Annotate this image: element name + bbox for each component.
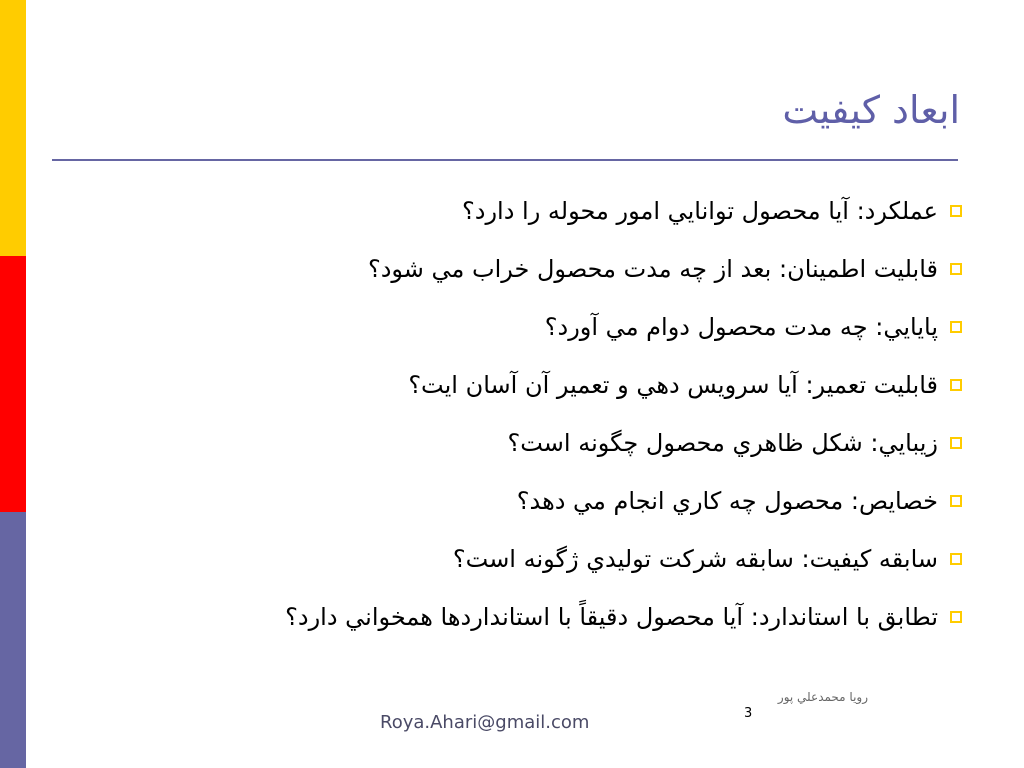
bullet-item [285,414,962,472]
square-bullet-icon [950,611,962,623]
square-bullet-icon [950,553,962,565]
footer-author: رويا محمدعلي پور [777,690,868,704]
side-bar-yellow [0,0,26,256]
bullet-item [285,588,962,646]
bullet-text: سابقه کيفيت: سابقه شرکت توليدي ژگونه است؟ [452,545,938,573]
bullet-item [285,298,962,356]
bullet-text: زيبايي: شکل ظاهري محصول چگونه است؟ [507,429,938,457]
square-bullet-icon [950,495,962,507]
square-bullet-icon [950,263,962,275]
slide-title: ابعاد کيفيت [782,88,960,132]
bullet-text: خصايص: محصول چه کاري انجام مي دهد؟ [516,487,938,515]
square-bullet-icon [950,321,962,333]
bullet-item [285,182,962,240]
bullet-text: قابليت تعمير: آيا سرويس دهي و تعمير آن آسان ايت؟ [408,371,938,399]
bullet-list [285,182,962,646]
bullet-text: عملکرد: آيا محصول توانايي امور محوله را دارد؟ [462,197,938,225]
bullet-text: تطابق با استاندارد: آيا محصول دقيقاً با استانداردها همخواني دارد؟ [285,603,938,631]
page-number: 3 [744,706,753,721]
side-bar-blue [0,512,26,768]
bullet-item [285,356,962,414]
bullet-item [285,472,962,530]
bullet-item [285,240,962,298]
footer-email: Roya.Ahari@gmail.com [380,712,590,733]
square-bullet-icon [950,379,962,391]
side-bar-red [0,256,26,512]
bullet-item [285,530,962,588]
square-bullet-icon [950,205,962,217]
square-bullet-icon [950,437,962,449]
bullet-text: پايايي: چه مدت محصول دوام مي آورد؟ [544,313,938,341]
title-divider [52,159,958,161]
bullet-text: قابليت اطمينان: بعد از چه مدت محصول خراب مي شود؟ [367,255,938,283]
